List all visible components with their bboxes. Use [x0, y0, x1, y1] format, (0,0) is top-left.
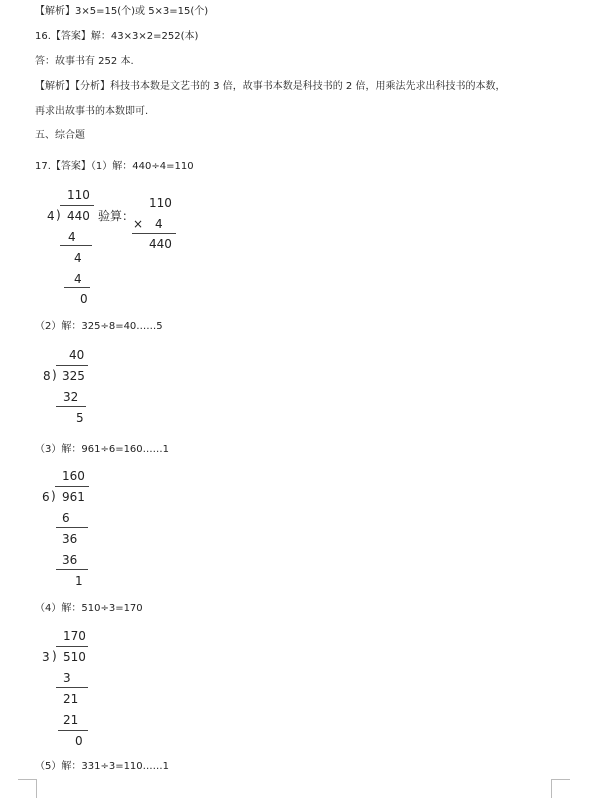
d3-step-line-1 [56, 527, 88, 528]
d1-step-2: 4 [74, 251, 82, 265]
d2-bracket-bar [56, 365, 88, 366]
answer-17-part5: （5）解：331÷3=110……1 [35, 761, 170, 772]
d2-quotient: 40 [69, 348, 85, 362]
d1-bracket-bar [60, 205, 94, 206]
d3-dividend: 961 [62, 490, 85, 504]
d1-divisor: 4 [47, 209, 55, 223]
answer-17-part1: 17.【答案】（1）解：440÷4=110 [35, 161, 194, 172]
answer-17-part4: （4）解：510÷3=170 [35, 603, 143, 614]
d1-dividend: 440 [67, 209, 90, 223]
d2-bracket: ) [52, 368, 57, 382]
d3-divisor: 6 [42, 490, 50, 504]
d1-check-times: × [133, 217, 144, 231]
d4-step-line-2 [58, 730, 88, 731]
crop-mark-bottom-left [18, 779, 37, 798]
d3-bracket: ) [51, 489, 56, 503]
d1-bracket: ) [56, 208, 61, 222]
d4-step-3: 21 [63, 713, 79, 727]
d3-step-3: 36 [62, 553, 78, 567]
answer-16: 16.【答案】解：43×3×2=252(本) [35, 31, 199, 42]
analysis-line-1: 【解析】3×5=15(个)或 5×3=15(个) [35, 6, 209, 17]
d1-step-line-1 [60, 245, 92, 246]
d1-check-label: 验算： [98, 209, 135, 223]
answer-16-conclusion: 答：故事书有 252 本. [35, 56, 134, 67]
d4-step-1: 3 [63, 671, 71, 685]
crop-mark-bottom-right [551, 779, 570, 798]
d1-check-result: 440 [149, 237, 172, 251]
d2-divisor: 8 [43, 369, 51, 383]
d4-step-2: 21 [63, 692, 79, 706]
d1-quotient: 110 [67, 188, 90, 202]
answer-17-part3: （3）解：961÷6=160……1 [35, 444, 170, 455]
analysis-16-cont: 再求出故事书的本数即可. [35, 106, 149, 117]
d4-step-4: 0 [75, 734, 83, 748]
d2-step-2: 5 [76, 411, 84, 425]
d4-bracket: ) [52, 649, 57, 663]
d4-divisor: 3 [42, 650, 50, 664]
d1-check-line [132, 233, 176, 234]
d3-bracket-bar [55, 486, 89, 487]
d4-dividend: 510 [63, 650, 86, 664]
d3-quotient: 160 [62, 469, 85, 483]
d1-step-3: 4 [74, 272, 82, 286]
d2-dividend: 325 [62, 369, 85, 383]
d3-step-2: 36 [62, 532, 78, 546]
analysis-16: 【解析】【分析】科技书本数是文艺书的 3 倍，故事书本数是科技书的 2 倍，用乘法先求出科技书的本数， [35, 81, 506, 92]
d3-step-1: 6 [62, 511, 70, 525]
section-heading: 五、综合题 [35, 130, 85, 141]
d1-step-1: 4 [68, 230, 76, 244]
d3-step-line-2 [56, 569, 88, 570]
d1-check-top: 110 [149, 196, 172, 210]
d1-step-4: 0 [80, 292, 88, 306]
d4-quotient: 170 [63, 629, 86, 643]
d3-step-4: 1 [75, 574, 83, 588]
d4-step-line-1 [56, 687, 88, 688]
d2-step-1: 32 [63, 390, 79, 404]
d1-step-line-2 [64, 287, 90, 288]
d1-check-mult: 4 [155, 217, 163, 231]
answer-17-part2: （2）解：325÷8=40……5 [35, 321, 163, 332]
d2-step-line [56, 406, 86, 407]
d4-bracket-bar [56, 646, 88, 647]
